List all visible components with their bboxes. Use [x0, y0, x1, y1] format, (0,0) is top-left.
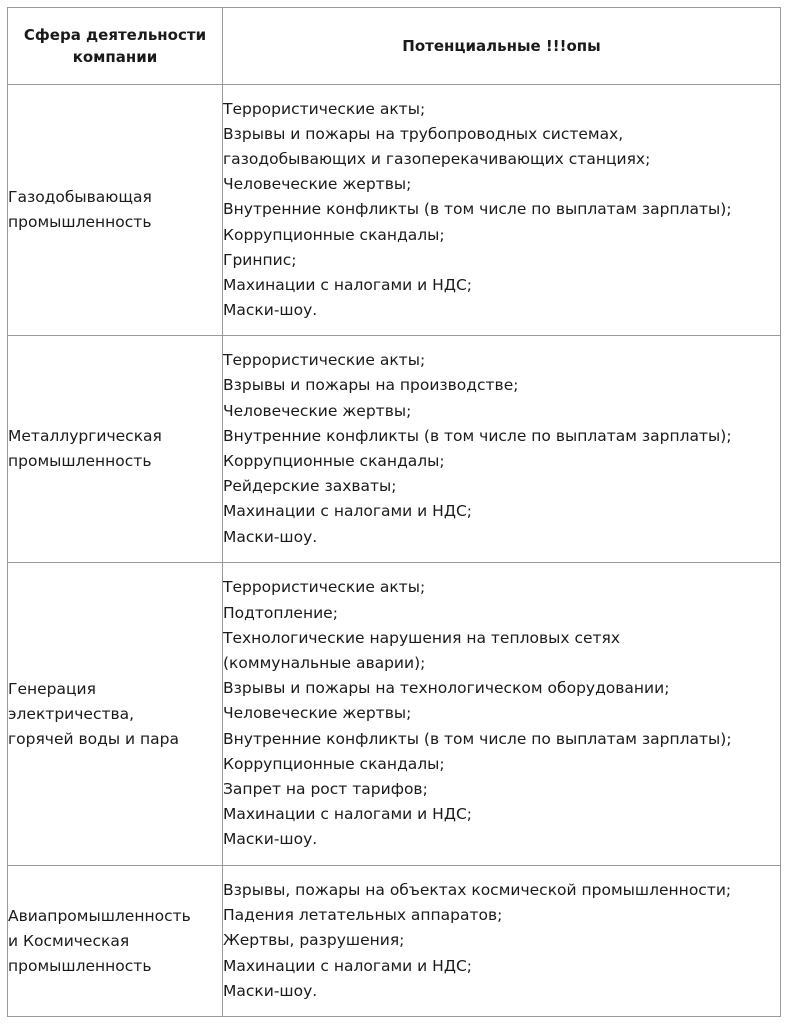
- risk-item: (коммунальные аварии);: [223, 653, 426, 672]
- risk-list: [223, 97, 780, 324]
- header-sector: [8, 8, 223, 85]
- risk-item: Запрет на рост тарифов;: [223, 780, 428, 798]
- risk-item: Коррупционные скандалы;: [223, 754, 445, 773]
- sector-cell: [8, 336, 223, 563]
- header-row: [8, 8, 781, 85]
- risk-item: Маски-шоу.: [223, 981, 318, 1000]
- table-row: [8, 563, 781, 866]
- risk-item: газодобывающих и газоперекачивающих станциях;: [223, 149, 651, 168]
- risk-item: Рейдерские захваты;: [223, 477, 397, 496]
- sector-line: Газодобывающая: [8, 188, 152, 206]
- risk-item: Падения летательных аппаратов;: [223, 906, 503, 925]
- risk-list: [223, 575, 780, 852]
- header-sector-line: Сфера деятельности: [23, 26, 207, 44]
- risk-item: Маски-шоу.: [223, 301, 318, 320]
- sector-line: Металлургическая: [8, 427, 162, 445]
- risks-cell: [223, 866, 781, 1017]
- risk-item: Маски-шоу.: [223, 830, 318, 849]
- risk-item: Махинации с налогами и НДС;: [223, 276, 472, 294]
- risk-item: Террористические акты;: [223, 578, 426, 597]
- risk-item: Террористические акты;: [223, 99, 426, 118]
- table-row: [8, 866, 781, 1017]
- header-sector-line: компании: [72, 48, 158, 66]
- risk-item: Маски-шоу.: [223, 527, 318, 546]
- risks-cell: [223, 563, 781, 866]
- risk-item: Махинации с налогами и НДС;: [223, 502, 472, 521]
- risk-item: Человеческие жертвы;: [223, 704, 412, 723]
- sector-line: промышленность: [8, 452, 152, 470]
- risks-cell: [223, 336, 781, 563]
- risk-item: Жертвы, разрушения;: [223, 931, 405, 950]
- sector-line: Авиапромышленность: [8, 906, 191, 925]
- sector-line: горячей воды и пара: [8, 729, 179, 748]
- header-risks-label: Потенциальные !!!опы: [402, 37, 601, 55]
- risk-item: Человеческие жертвы;: [223, 175, 412, 194]
- table-row: [8, 85, 781, 336]
- risk-item: Взрывы, пожары на объектах космической промышленности;: [223, 880, 732, 899]
- sector-line: и Космическая: [8, 931, 130, 950]
- sector-line: Генерация: [8, 679, 96, 698]
- risk-item: Внутренние конфликты (в том числе по выплатам зарплаты);: [223, 426, 732, 445]
- risk-item: Взрывы и пожары на технологическом оборудовании;: [223, 679, 670, 698]
- risk-table: [7, 7, 781, 1017]
- sector-line: электричества,: [8, 704, 135, 723]
- risk-item: Взрывы и пожары на производстве;: [223, 376, 519, 395]
- risk-item: Махинации с налогами и НДС;: [223, 805, 472, 824]
- sector-cell: [8, 866, 223, 1017]
- risk-item: Террористические акты;: [223, 351, 426, 370]
- sector-cell: [8, 563, 223, 866]
- risk-item: Внутренние конфликты (в том числе по выплатам зарплаты);: [223, 200, 732, 219]
- table-row: [8, 336, 781, 563]
- risk-item: Человеческие жертвы;: [223, 401, 412, 420]
- risk-list: [223, 878, 780, 1004]
- sector-cell: [8, 85, 223, 336]
- risk-item: Коррупционные скандалы;: [223, 452, 445, 470]
- risk-item: Внутренние конфликты (в том числе по выплатам зарплаты);: [223, 729, 732, 748]
- risks-cell: [223, 85, 781, 336]
- header-risks: [223, 8, 781, 85]
- sector-line: промышленность: [8, 956, 152, 975]
- risk-item: Технологические нарушения на тепловых сетях: [223, 628, 621, 647]
- risk-item: Подтопление;: [223, 603, 338, 622]
- risk-item: Махинации с налогами и НДС;: [223, 956, 472, 975]
- risk-list: [223, 348, 780, 550]
- sector-line: промышленность: [8, 213, 152, 231]
- risk-item: Взрывы и пожары на трубопроводных системах,: [223, 124, 624, 143]
- risk-item: Гринпис;: [223, 250, 297, 269]
- risk-item: Коррупционные скандалы;: [223, 225, 445, 244]
